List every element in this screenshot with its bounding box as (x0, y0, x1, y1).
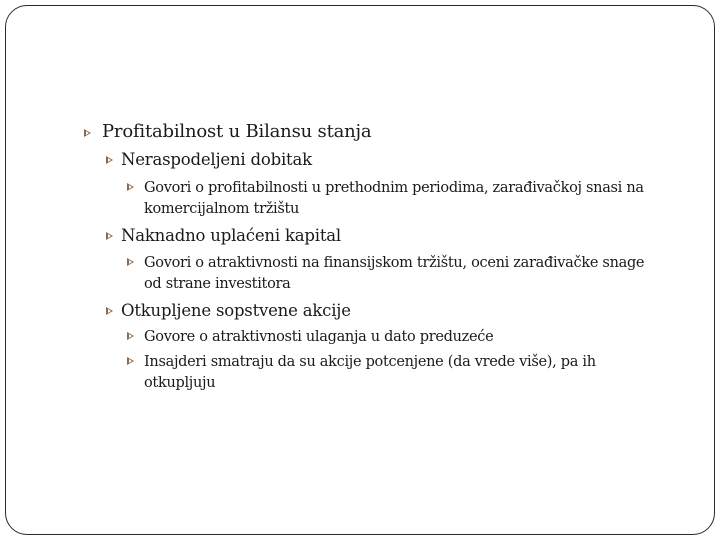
bullet-arrow-icon (106, 307, 121, 318)
bullet-text: Insajderi smatraju da su akcije potcenjene (da vrede više), pa ih otkupljuju (144, 354, 596, 391)
bullet-level2-treasury-stock (106, 301, 676, 321)
bullet-arrow-icon (127, 357, 144, 368)
bullet-arrow-icon (84, 128, 102, 139)
bullet-arrow-icon (106, 232, 121, 243)
bullet-level3-paid-in-capital-detail (127, 253, 672, 295)
bullet-text: Govori o profitabilnosti u prethodnim periodima, zarađivačkoj snasi na komercijalnom tržištu (144, 180, 644, 217)
bullet-text: Otkupljene sopstvene akcije (121, 301, 351, 320)
bullet-level3-treasury-stock-detail-2 (127, 352, 672, 394)
bullet-level2-paid-in-capital (106, 226, 676, 246)
bullet-level2-retained-earnings (106, 150, 676, 170)
bullet-level3-retained-earnings-detail (127, 178, 672, 220)
bullet-arrow-icon (127, 332, 144, 343)
bullet-text: Profitabilnost u Bilansu stanja (102, 121, 372, 142)
bullet-level3-treasury-stock-detail-1 (127, 327, 672, 348)
bullet-text: Neraspodeljeni dobitak (121, 150, 312, 169)
bullet-arrow-icon (127, 258, 144, 269)
bullet-arrow-icon (106, 156, 121, 167)
bullet-text: Govori o atraktivnosti na finansijskom tržištu, oceni zarađivačke snage od strane investitora (144, 255, 645, 292)
bullet-level1-profitability (84, 121, 684, 143)
bullet-text: Govore o atraktivnosti ulaganja u dato preduzeće (144, 329, 494, 345)
bullet-arrow-icon (127, 183, 144, 194)
bullet-text: Naknadno uplaćeni kapital (121, 226, 341, 245)
